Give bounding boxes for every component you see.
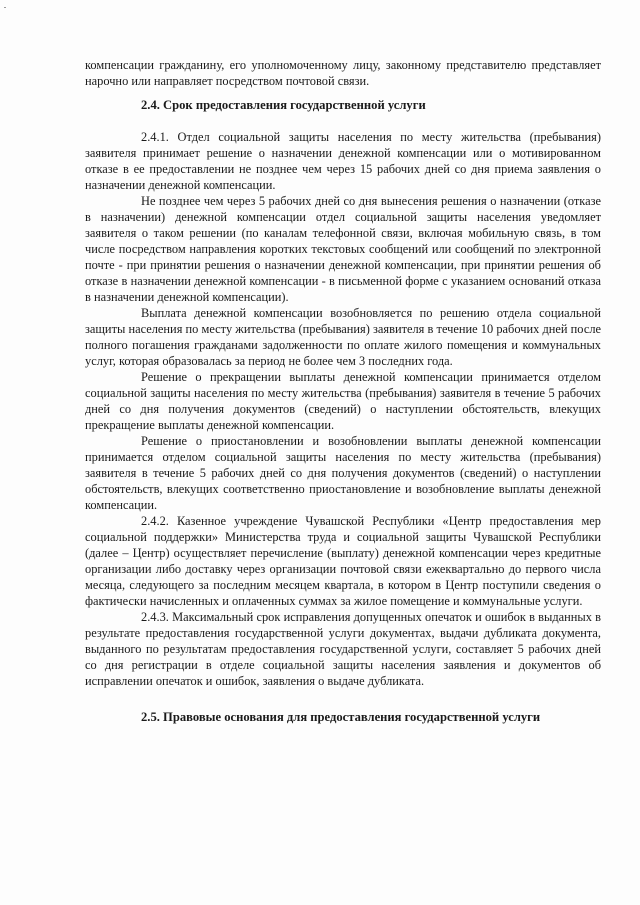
paragraph-termination: Решение о прекращении выплаты денежной компенсации принимается отделом социальной защиты населения по месту жительства (пребывания) заявителя в течение 5 рабочих дней со дня получения документов (сведений) о наступлении обстоятельств, влекущих прекращение выплаты денежной компенсации. xyxy=(85,370,601,432)
paragraph-2-4-2: 2.4.2. Казенное учреждение Чувашской Республики «Центр предоставления мер социальной поддержки» Министерства труда и социальной защиты Чувашской Республики (далее – Центр) осуществляет перечисление (выплату) денежной компенсации через кредитные организации либо доставку через организации почтовой связи ежеквартально до первого числа месяца, следующего за последним месяцем квартала, в котором в Центр поступили сведения о фактически начисленных и оплаченных суммах за жилое помещение и коммунальные услуги. xyxy=(85,514,601,608)
paragraph-suspension: Решение о приостановлении и возобновлении выплаты денежной компенсации принимается отделом социальной защиты населения по месту жительства (пребывания) заявителя в течение 5 рабочих дней со дня получения документов (сведений) о наступлении обстоятельств, влекущих соответственно приостановление и возобновление выплаты денежной компенсации. xyxy=(85,434,601,512)
intro-paragraph: компенсации гражданину, его уполномоченному лицу, законному представителю представляет нарочно или направляет посредством почтовой связи. xyxy=(85,58,601,88)
paragraph-notification: Не позднее чем через 5 рабочих дней со дня вынесения решения о назначении (отказе в назначении) денежной компенсации отдел социальной защиты населения уведомляет заявителя о таком решении (по каналам телефонной связи, включая мобильную связь, в том числе посредством направления коротких текстовых сообщений или сообщений по электронной почте - при принятии решения о назначении денежной компенсации, при принятии решения об отказе в назначении денежной компенсации - в письменной форме с указанием оснований отказа в назначении денежной компенсации). xyxy=(85,194,601,304)
paragraph-2-4-3: 2.4.3. Максимальный срок исправления допущенных опечаток и ошибок в выданных в результате предоставления государственной услуги документах, выдачи дубликата документа, выданного по результатам предоставления государственной услуги, составляет 5 рабочих дней со дня регистрации в отделе социальной защиты населения заявления и документов об исправлении опечаток и ошибок, заявления о выдаче дубликата. xyxy=(85,610,601,688)
section-heading-2-4: 2.4. Срок предоставления государственной услуги xyxy=(141,98,426,112)
paragraph-resumption: Выплата денежной компенсации возобновляется по решению отдела социальной защиты населения по месту жительства (пребывания) заявителя в течение 10 рабочих дней после полного погашения гражданами задолженности по оплате жилого помещения и коммунальных услуг, которая образовалась за период не более чем 3 последних года. xyxy=(85,306,601,368)
document-body xyxy=(85,57,601,725)
section-heading-2-5: 2.5. Правовые основания для предоставления государственной услуги xyxy=(141,710,541,724)
paragraph-2-4-1: 2.4.1. Отдел социальной защиты населения по месту жительства (пребывания) заявителя принимает решение о назначении денежной компенсации или о мотивированном отказе в ее предоставлении не позднее чем через 15 рабочих дней со дня приема заявления о назначении денежной компенсации. xyxy=(85,130,601,192)
scan-speck xyxy=(4,7,6,8)
